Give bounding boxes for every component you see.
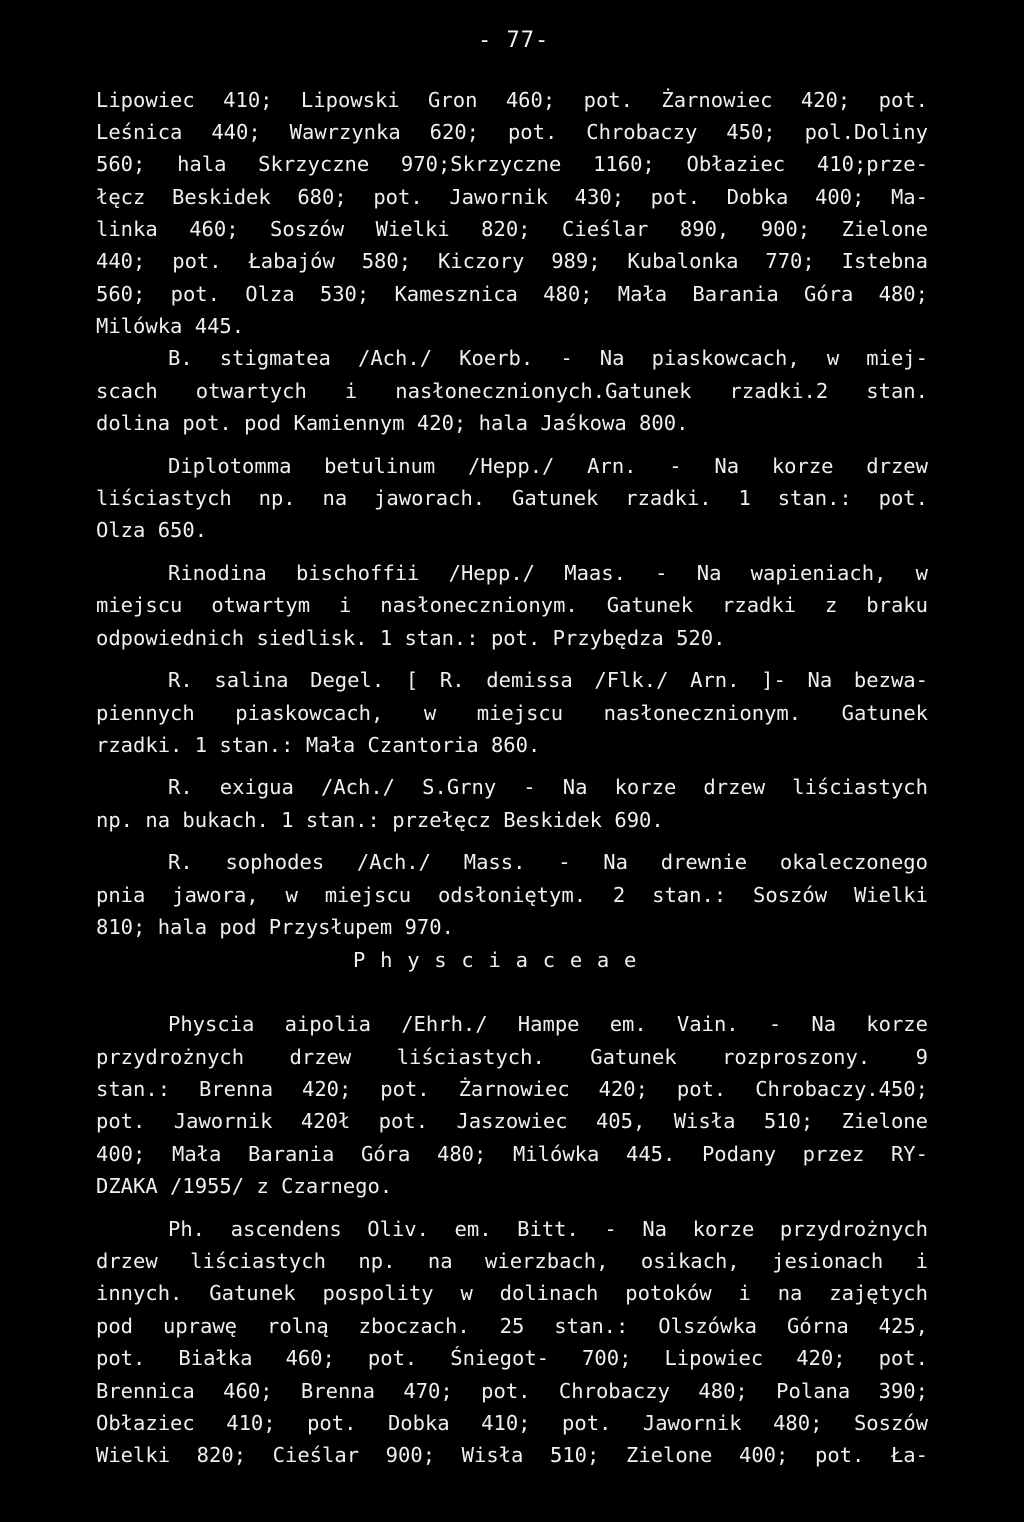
text-line: 440; pot. Łabajów 580; Kiczory 989; Kubalonka 770; Istebna — [96, 249, 928, 273]
text-line: Leśnica 440; Wawrzynka 620; pot. Chrobaczy 450; pol.Doliny — [96, 120, 928, 144]
species-entry-first-line: Ph. ascendens Oliv. em. Bitt. - Na korze przydrożnych — [168, 1217, 928, 1241]
species-entry-first-line: R. sophodes /Ach./ Mass. - Na drewnie okaleczonego — [168, 850, 928, 874]
text-line: miejscu otwartym i nasłonecznionym. Gatunek rzadki z braku — [96, 593, 928, 617]
text-line: pod uprawę rolną zboczach. 25 stan.: Olszówka Górna 425, — [96, 1314, 928, 1338]
text-line: Wielki 820; Cieślar 900; Wisła 510; Zielone 400; pot. Ła- — [96, 1443, 928, 1467]
page-number: - 77- — [478, 28, 550, 53]
text-line: stan.: Brenna 420; pot. Żarnowiec 420; pot. Chrobaczy.450; — [96, 1077, 928, 1101]
text-line: DZAKA /1955/ z Czarnego. — [96, 1174, 393, 1198]
text-line: scach otwartych i nasłonecznionych.Gatunek rzadki.2 stan. — [96, 379, 928, 403]
text-line: Brennica 460; Brenna 470; pot. Chrobaczy 480; Polana 390; — [96, 1379, 928, 1403]
text-line: Obłaziec 410; pot. Dobka 410; pot. Jawornik 480; Soszów — [96, 1411, 928, 1435]
text-line: Olza 650. — [96, 518, 208, 542]
text-line: 810; hala pod Przysłupem 970. — [96, 915, 454, 939]
text-line: piennych piaskowcach, w miejscu nasłonecznionym. Gatunek — [96, 701, 928, 725]
text-line: przydrożnych drzew liściastych. Gatunek rozproszony. 9 — [96, 1045, 928, 1069]
section-heading: Physciaceae — [353, 948, 652, 972]
text-line: dolina pot. pod Kamiennym 420; hala Jaśkowa 800. — [96, 411, 689, 435]
text-line: odpowiednich siedlisk. 1 stan.: pot. Przybędza 520. — [96, 626, 726, 650]
species-entry-first-line: B. stigmatea /Ach./ Koerb. - Na piaskowcach, w miej- — [168, 346, 928, 370]
text-line: 560; hala Skrzyczne 970;Skrzyczne 1160; Obłaziec 410;prze- — [96, 152, 928, 176]
species-entry-first-line: R. exigua /Ach./ S.Grny - Na korze drzew liściastych — [168, 775, 928, 799]
text-line: pot. Białka 460; pot. Śniegot- 700; Lipowiec 420; pot. — [96, 1346, 928, 1370]
text-line: 560; pot. Olza 530; Kamesznica 480; Mała Barania Góra 480; — [96, 282, 928, 306]
text-line: pot. Jawornik 420ł pot. Jaszowiec 405, Wisła 510; Zielone — [96, 1109, 928, 1133]
text-line: Milówka 445. — [96, 314, 245, 338]
text-line: innych. Gatunek pospolity w dolinach potoków i na zajętych — [96, 1281, 928, 1305]
species-entry-first-line: Physcia aipolia /Ehrh./ Hampe em. Vain. - Na korze — [168, 1012, 928, 1036]
text-line: linka 460; Soszów Wielki 820; Cieślar 890, 900; Zielone — [96, 217, 928, 241]
text-line: łęcz Beskidek 680; pot. Jawornik 430; pot. Dobka 400; Ma- — [96, 185, 928, 209]
species-entry-first-line: Rinodina bischoffii /Hepp./ Maas. - Na wapieniach, w — [168, 561, 928, 585]
text-line: np. na bukach. 1 stan.: przełęcz Beskidek 690. — [96, 808, 664, 832]
text-line: rzadki. 1 stan.: Mała Czantoria 860. — [96, 733, 541, 757]
text-line: pnia jawora, w miejscu odsłoniętym. 2 stan.: Soszów Wielki — [96, 883, 928, 907]
text-line: Lipowiec 410; Lipowski Gron 460; pot. Żarnowiec 420; pot. — [96, 88, 928, 112]
species-entry-first-line: R. salina Degel. [ R. demissa /Flk./ Arn. ]- Na bezwa- — [168, 668, 928, 692]
text-line: 400; Mała Barania Góra 480; Milówka 445. Podany przez RY- — [96, 1142, 928, 1166]
text-line: drzew liściastych np. na wierzbach, osikach, jesionach i — [96, 1249, 928, 1273]
text-line: liściastych np. na jaworach. Gatunek rzadki. 1 stan.: pot. — [96, 486, 928, 510]
species-entry-first-line: Diplotomma betulinum /Hepp./ Arn. - Na korze drzew — [168, 454, 928, 478]
